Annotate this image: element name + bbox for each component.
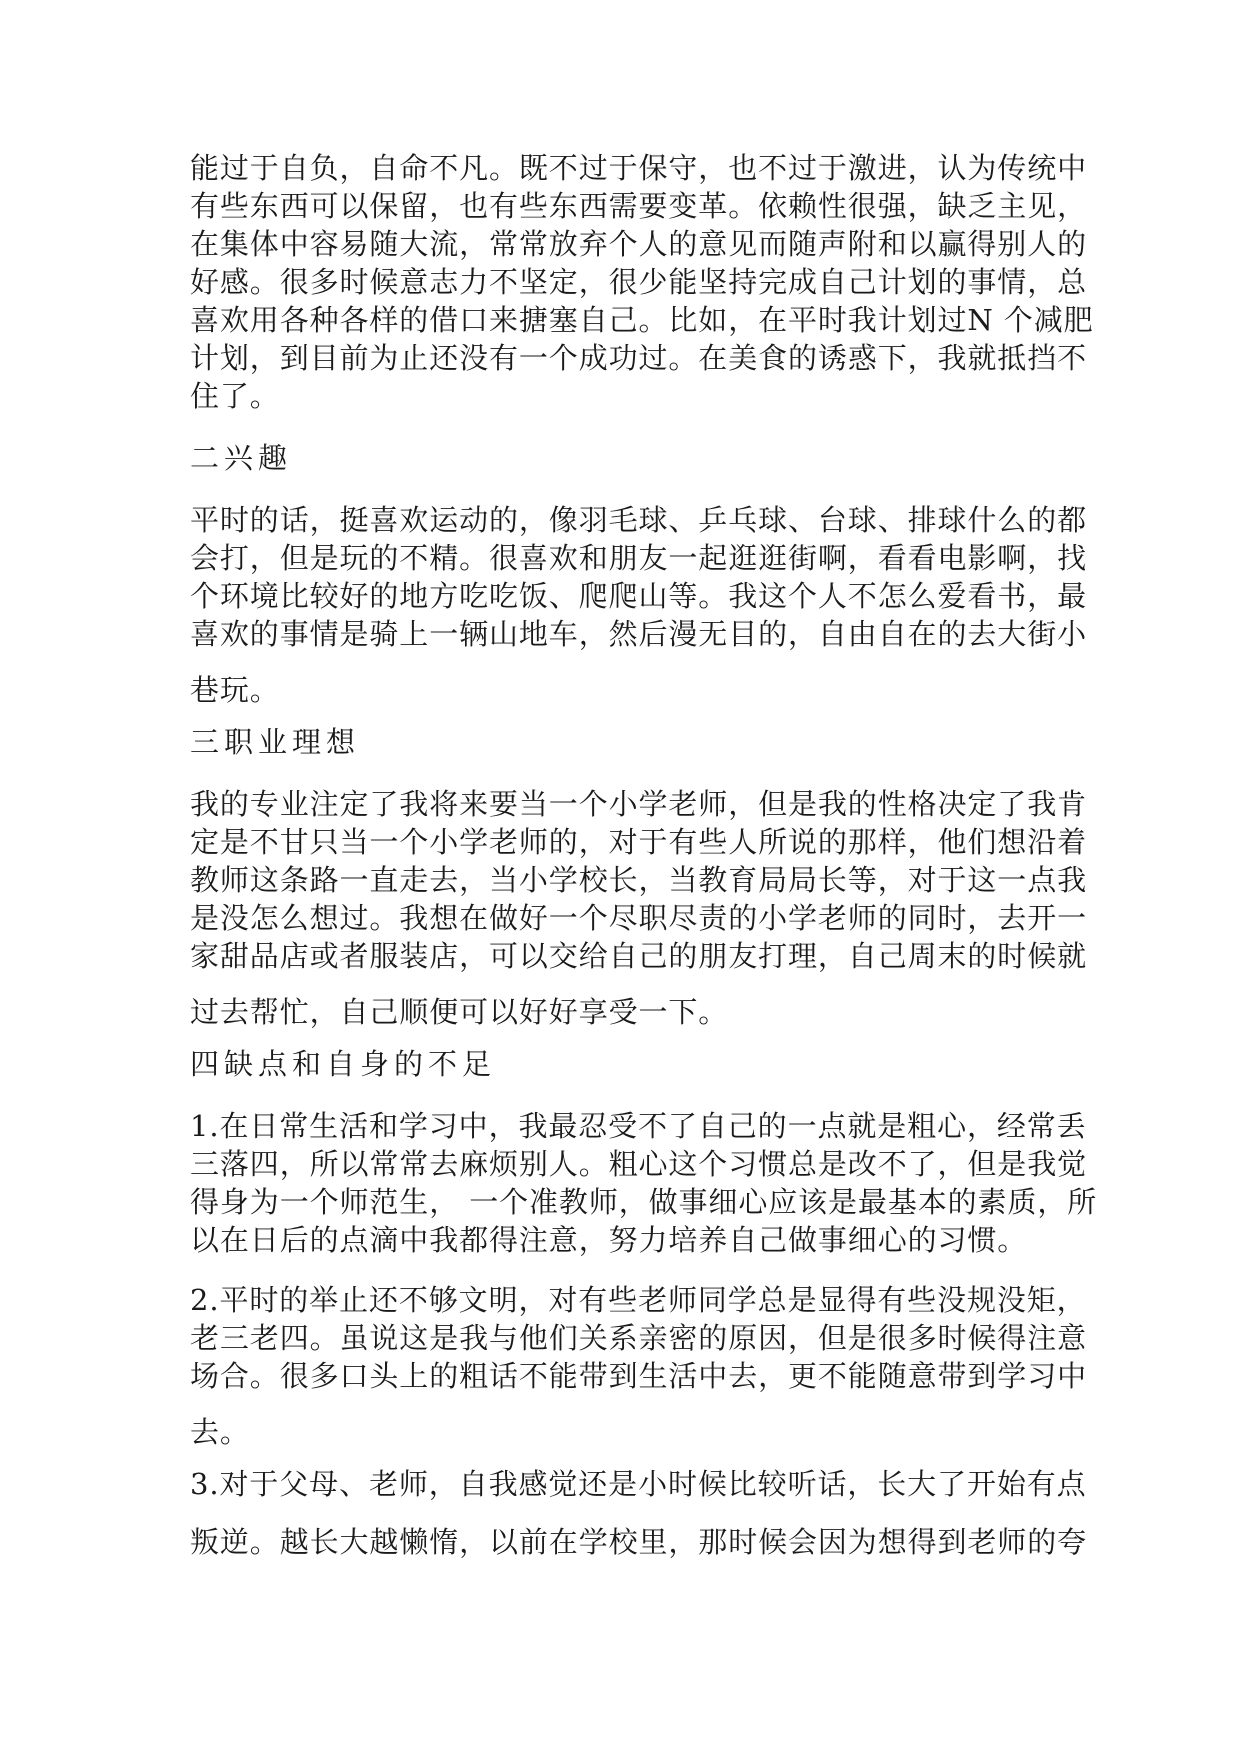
text-line: 喜欢的事情是骑上一辆山地车，然后漫无目的，自由自在的去大街小: [190, 617, 1088, 651]
text-line: 家甜品店或者服装店，可以交给自己的朋友打理，自己周末的时候就: [190, 939, 1088, 973]
text-line: 场合。很多口头上的粗话不能带到生活中去，更不能随意带到学习中: [190, 1359, 1088, 1393]
text-line: 好感。很多时候意志力不坚定，很少能坚持完成自己计划的事情，总: [190, 265, 1088, 299]
text-line: 以在日后的点滴中我都得注意，努力培养自己做事细心的习惯。: [190, 1223, 1028, 1257]
text-line: 是没怎么想过。我想在做好一个尽职尽责的小学老师的同时，去开一: [190, 901, 1088, 935]
text-line: 能过于自负，自命不凡。既不过于保守，也不过于激进，认为传统中: [190, 151, 1088, 185]
section-heading-interest: 二兴趣: [190, 441, 293, 475]
text-line: 定是不甘只当一个小学老师的，对于有些人所说的那样，他们想沿着: [190, 825, 1088, 859]
text-line: 个环境比较好的地方吃吃饭、爬爬山等。我这个人不怎么爱看书，最: [190, 579, 1088, 613]
text-line: 教师这条路一直走去，当小学校长，当教育局局长等，对于这一点我: [190, 863, 1088, 897]
text-line: 我的专业注定了我将来要当一个小学老师，但是我的性格决定了我肯: [190, 787, 1088, 821]
text-line: 计划，到目前为止还没有一个成功过。在美食的诱惑下，我就抵挡不: [190, 341, 1088, 375]
text-line: 得身为一个师范生， 一个准教师，做事细心应该是最基本的素质，所: [190, 1185, 1098, 1219]
text-line: 1.在日常生活和学习中，我最忍受不了自己的一点就是粗心，经常丢: [190, 1109, 1087, 1143]
text-line: 三落四，所以常常去麻烦别人。粗心这个习惯总是改不了，但是我觉: [190, 1147, 1088, 1181]
text-line: 叛逆。越长大越懒惰，以前在学校里，那时候会因为想得到老师的夸: [190, 1525, 1088, 1559]
text-line: 2.平时的举止还不够文明，对有些老师同学总是显得有些没规没矩，: [190, 1283, 1087, 1317]
section-heading-shortcomings: 四缺点和自身的不足: [190, 1047, 497, 1081]
text-line: 过去帮忙，自己顺便可以好好享受一下。: [190, 995, 729, 1029]
text-line: 巷玩。: [190, 673, 280, 707]
text-line: 平时的话，挺喜欢运动的，像羽毛球、乒乓球、台球、排球什么的都: [190, 503, 1088, 537]
text-line: 住了。: [190, 379, 280, 413]
text-line: 喜欢用各种各样的借口来搪塞自己。比如，在平时我计划过N 个减肥: [190, 303, 1094, 337]
text-line: 在集体中容易随大流，常常放弃个人的意见而随声附和以赢得别人的: [190, 227, 1088, 261]
text-line: 会打，但是玩的不精。很喜欢和朋友一起逛逛街啊，看看电影啊，找: [190, 541, 1088, 575]
text-line: 去。: [190, 1415, 250, 1449]
text-line: 老三老四。虽说这是我与他们关系亲密的原因，但是很多时候得注意: [190, 1321, 1088, 1355]
text-line: 有些东西可以保留，也有些东西需要变革。依赖性很强，缺乏主见，: [190, 189, 1088, 223]
text-line: 3.对于父母、老师，自我感觉还是小时候比较听话，长大了开始有点: [190, 1467, 1087, 1501]
section-heading-career: 三职业理想: [190, 725, 361, 759]
